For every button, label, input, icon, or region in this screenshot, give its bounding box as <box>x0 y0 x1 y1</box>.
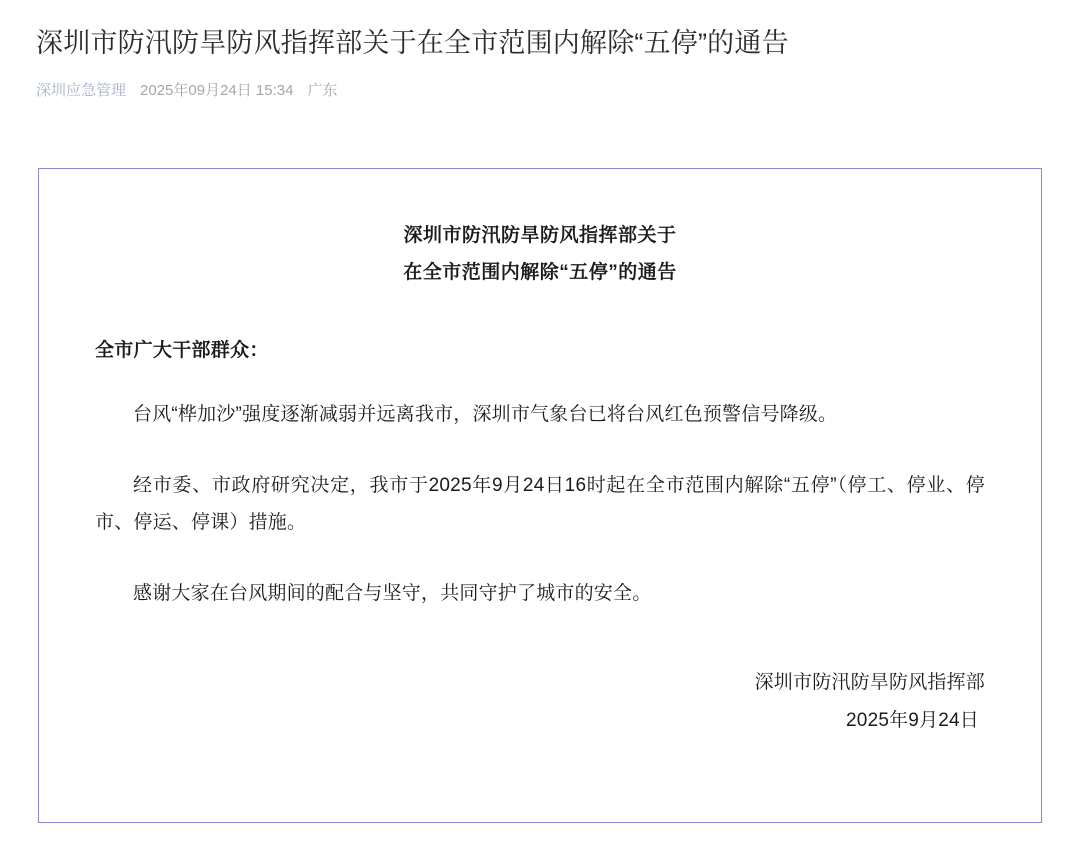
notice-heading-line-1: 深圳市防汛防旱防风指挥部关于 <box>403 225 677 246</box>
notice-paragraph-3: 感谢大家在台风期间的配合与坚守，共同守护了城市的安全。 <box>133 583 652 605</box>
signature-date: 2025年9月24日 <box>846 710 979 732</box>
notice-paragraph-1: 台风“桦加沙”强度逐渐减弱并远离我市，深圳市气象台已将台风红色预警信号降级。 <box>133 404 838 426</box>
article-meta <box>36 79 1044 100</box>
notice-heading <box>95 217 985 291</box>
meta-source[interactable]: 深圳应急管理 <box>36 82 127 100</box>
notice-salutation: 全市广大干部群众： <box>95 340 269 362</box>
meta-timestamp: 2025年09月24日 15:34 <box>140 82 294 100</box>
notice-signature <box>95 664 985 740</box>
page-title: 深圳市防汛防旱防风指挥部关于在全市范围内解除“五停”的通告 <box>36 28 789 58</box>
notice-paragraph-2: 经市委、市政府研究决定，我市于2025年9月24日16时起在全市范围内解除“五停”（停工、停业、停市、停运、停课）措施。 <box>95 475 985 534</box>
signature-organization: 深圳市防汛防旱防风指挥部 <box>754 672 985 694</box>
notice-document <box>38 168 1042 823</box>
meta-location: 广东 <box>307 82 338 100</box>
notice-heading-line-2: 在全市范围内解除“五停”的通告 <box>403 262 677 284</box>
